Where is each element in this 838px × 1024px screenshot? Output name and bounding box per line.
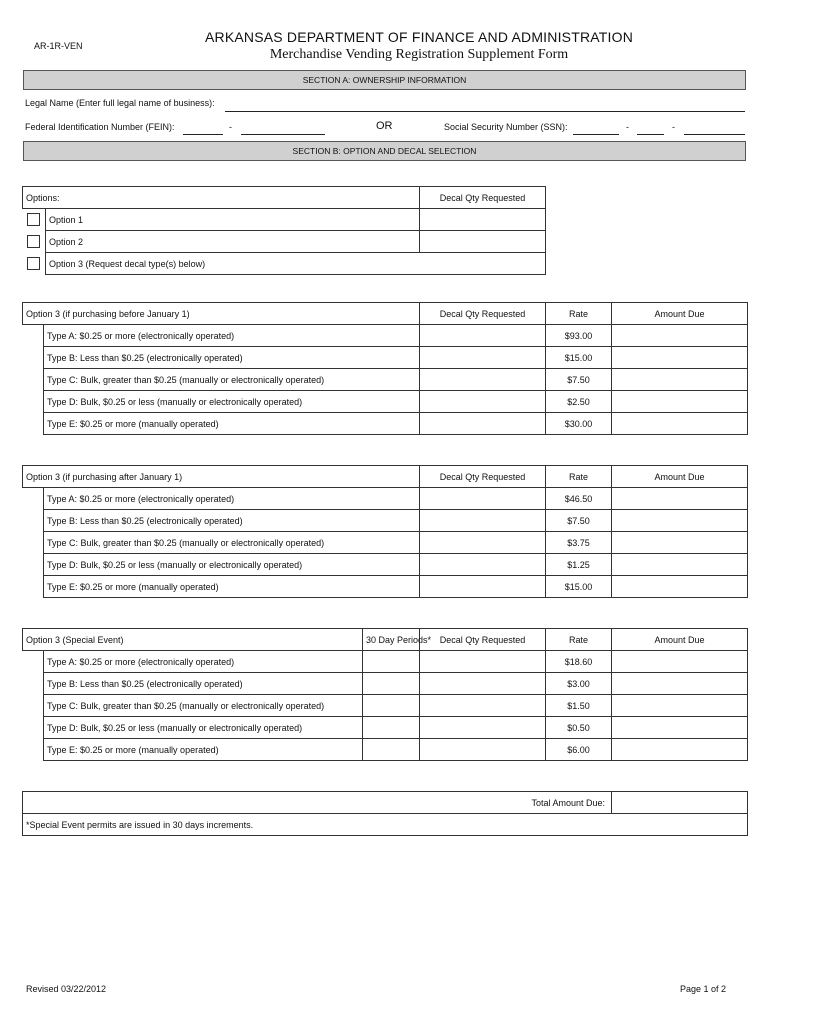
- ssn-field-2[interactable]: [637, 134, 664, 135]
- rate-value: $7.50: [546, 369, 612, 391]
- amount-field[interactable]: [612, 576, 748, 598]
- amount-due-header: Amount Due: [612, 303, 748, 325]
- table-row: [23, 488, 748, 510]
- qty-field[interactable]: [420, 347, 546, 369]
- type-b-label: Type B: Less than $0.25 (electronically operated): [44, 510, 420, 532]
- qty-field[interactable]: [420, 717, 546, 739]
- rate-value: $2.50: [546, 391, 612, 413]
- option-2-checkbox[interactable]: [27, 235, 40, 248]
- fein-field-1[interactable]: [183, 134, 223, 135]
- table-row: [23, 717, 748, 739]
- rate-value: $3.75: [546, 532, 612, 554]
- page-number: Page 1 of 2: [679, 984, 726, 994]
- qty-field[interactable]: [420, 739, 546, 761]
- qty-field[interactable]: [420, 488, 546, 510]
- periods-field[interactable]: [363, 695, 420, 717]
- periods-field[interactable]: [363, 717, 420, 739]
- type-a-label: Type A: $0.25 or more (electronically operated): [44, 488, 420, 510]
- total-amount-label: Total Amount Due:: [23, 792, 612, 814]
- ssn-field-1[interactable]: [573, 134, 619, 135]
- rate-value: $93.00: [546, 325, 612, 347]
- option-1-checkbox[interactable]: [27, 213, 40, 226]
- option-3-label: Option 3 (Request decal type(s) below): [46, 253, 546, 275]
- form-id: AR-1R-VEN: [34, 41, 83, 51]
- amount-field[interactable]: [612, 413, 748, 435]
- qty-field[interactable]: [420, 695, 546, 717]
- legal-name-field[interactable]: [225, 111, 745, 112]
- rate-value: $1.25: [546, 554, 612, 576]
- fein-field-2[interactable]: [241, 134, 325, 135]
- periods-field[interactable]: [363, 739, 420, 761]
- qty-field[interactable]: [420, 413, 546, 435]
- rate-table-before-jan: [22, 302, 748, 435]
- decal-qty-header: Decal Qty Requested: [420, 187, 546, 209]
- qty-field[interactable]: [420, 369, 546, 391]
- type-d-label: Type D: Bulk, $0.25 or less (manually or electronically operated): [44, 554, 420, 576]
- type-b-label: Type B: Less than $0.25 (electronically operated): [44, 347, 420, 369]
- amount-field[interactable]: [612, 510, 748, 532]
- qty-field[interactable]: [420, 325, 546, 347]
- rate-value: $7.50: [546, 510, 612, 532]
- option-3-checkbox[interactable]: [27, 257, 40, 270]
- periods-field[interactable]: [363, 651, 420, 673]
- amount-field[interactable]: [612, 717, 748, 739]
- qty-field[interactable]: [420, 673, 546, 695]
- table-row: [23, 532, 748, 554]
- total-amount-field[interactable]: [612, 792, 748, 814]
- table-title: Option 3 (Special Event): [23, 629, 363, 651]
- rate-header: Rate: [546, 303, 612, 325]
- type-d-label: Type D: Bulk, $0.25 or less (manually or electronically operated): [44, 717, 363, 739]
- ssn-dash-1: -: [626, 122, 629, 132]
- form-title: Merchandise Vending Registration Supplement Form: [269, 47, 569, 62]
- decal-qty-header: Decal Qty Requested: [420, 466, 546, 488]
- option-2-qty-field[interactable]: [420, 231, 546, 253]
- rate-value: $0.50: [546, 717, 612, 739]
- qty-field[interactable]: [420, 510, 546, 532]
- amount-field[interactable]: [612, 739, 748, 761]
- amount-field[interactable]: [612, 673, 748, 695]
- qty-field[interactable]: [420, 391, 546, 413]
- table-row: [23, 673, 748, 695]
- rate-value: $3.00: [546, 673, 612, 695]
- legal-name-label: Legal Name (Enter full legal name of business):: [25, 98, 215, 108]
- amount-field[interactable]: [612, 651, 748, 673]
- rate-table-after-jan: [22, 465, 748, 598]
- table-row: [23, 651, 748, 673]
- amount-due-header: Amount Due: [612, 629, 748, 651]
- table-title: Option 3 (if purchasing after January 1): [23, 466, 420, 488]
- amount-field[interactable]: [612, 347, 748, 369]
- table-row: [23, 554, 748, 576]
- rate-value: $30.00: [546, 413, 612, 435]
- table-row: [23, 413, 748, 435]
- qty-field[interactable]: [420, 532, 546, 554]
- rate-value: $15.00: [546, 347, 612, 369]
- amount-field[interactable]: [612, 695, 748, 717]
- qty-field[interactable]: [420, 576, 546, 598]
- totals-table: [22, 791, 748, 836]
- fein-label: Federal Identification Number (FEIN):: [25, 122, 175, 132]
- rate-value: $6.00: [546, 739, 612, 761]
- table-row: [23, 369, 748, 391]
- rate-value: $18.60: [546, 651, 612, 673]
- decal-qty-header: Decal Qty Requested: [420, 303, 546, 325]
- amount-field[interactable]: [612, 391, 748, 413]
- qty-field[interactable]: [420, 651, 546, 673]
- amount-due-header: Amount Due: [612, 466, 748, 488]
- type-c-label: Type C: Bulk, greater than $0.25 (manually or electronically operated): [44, 532, 420, 554]
- amount-field[interactable]: [612, 488, 748, 510]
- options-table: [22, 186, 546, 275]
- amount-field[interactable]: [612, 554, 748, 576]
- table-row: [23, 325, 748, 347]
- type-d-label: Type D: Bulk, $0.25 or less (manually or electronically operated): [44, 391, 420, 413]
- type-e-label: Type E: $0.25 or more (manually operated): [44, 413, 420, 435]
- options-header: Options:: [23, 187, 420, 209]
- ssn-dash-2: -: [672, 122, 675, 132]
- rate-header: Rate: [546, 629, 612, 651]
- rate-table-special-event: [22, 628, 748, 761]
- ssn-label: Social Security Number (SSN):: [444, 122, 568, 132]
- table-row: [23, 391, 748, 413]
- type-e-label: Type E: $0.25 or more (manually operated): [44, 739, 363, 761]
- rate-value: $1.50: [546, 695, 612, 717]
- table-row: [23, 576, 748, 598]
- special-event-note: *Special Event permits are issued in 30 days increments.: [23, 814, 748, 836]
- option-1-qty-field[interactable]: [420, 209, 546, 231]
- fein-dash: -: [229, 122, 232, 132]
- amount-field[interactable]: [612, 369, 748, 391]
- type-b-label: Type B: Less than $0.25 (electronically operated): [44, 673, 363, 695]
- decal-qty-header: Decal Qty Requested: [420, 629, 546, 651]
- agency-title: ARKANSAS DEPARTMENT OF FINANCE AND ADMINISTRATION: [204, 29, 634, 45]
- ssn-field-3[interactable]: [684, 134, 745, 135]
- table-row: [23, 510, 748, 532]
- or-label: OR: [376, 120, 393, 132]
- table-row: [23, 347, 748, 369]
- table-row: [23, 739, 748, 761]
- option-1-label: Option 1: [46, 209, 420, 231]
- table-row: [23, 695, 748, 717]
- amount-field[interactable]: [612, 532, 748, 554]
- type-a-label: Type A: $0.25 or more (electronically operated): [44, 325, 420, 347]
- qty-field[interactable]: [420, 554, 546, 576]
- periods-field[interactable]: [363, 673, 420, 695]
- type-c-label: Type C: Bulk, greater than $0.25 (manually or electronically operated): [44, 369, 420, 391]
- section-b-header: SECTION B: OPTION AND DECAL SELECTION: [23, 141, 746, 161]
- type-a-label: Type A: $0.25 or more (electronically operated): [44, 651, 363, 673]
- type-c-label: Type C: Bulk, greater than $0.25 (manually or electronically operated): [44, 695, 363, 717]
- periods-header: 30 Day Periods*: [363, 629, 420, 651]
- rate-value: $15.00: [546, 576, 612, 598]
- section-a-header: SECTION A: OWNERSHIP INFORMATION: [23, 70, 746, 90]
- rate-header: Rate: [546, 466, 612, 488]
- rate-value: $46.50: [546, 488, 612, 510]
- type-e-label: Type E: $0.25 or more (manually operated): [44, 576, 420, 598]
- revised-date: Revised 03/22/2012: [26, 984, 107, 994]
- option-2-label: Option 2: [46, 231, 420, 253]
- table-title: Option 3 (if purchasing before January 1): [23, 303, 420, 325]
- amount-field[interactable]: [612, 325, 748, 347]
